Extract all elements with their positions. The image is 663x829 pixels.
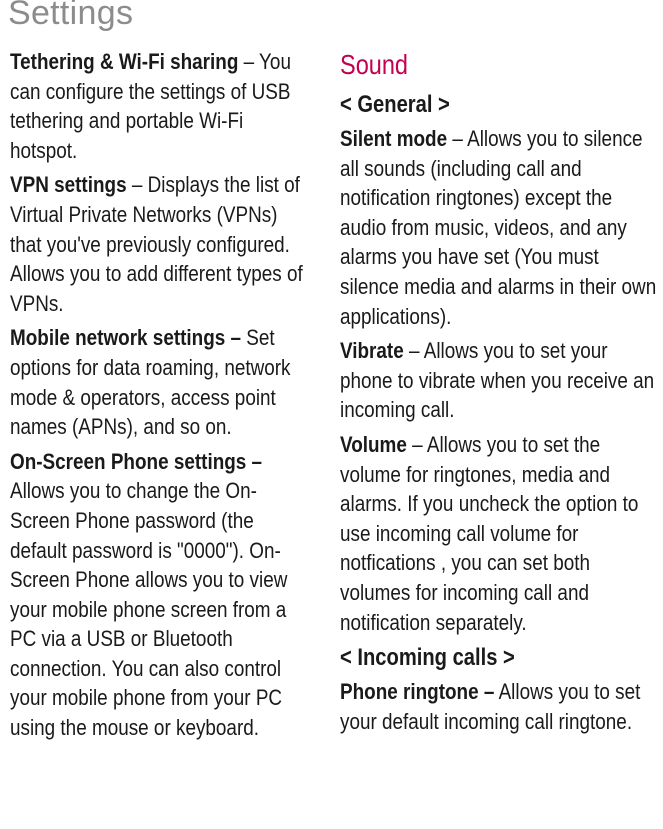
entry-description: Allows you to set your default incoming call ringtone. [340, 679, 641, 734]
entry-separator: – [126, 172, 148, 198]
setting-entry-tethering [10, 47, 306, 165]
entry-title: Silent mode [340, 126, 448, 151]
section-title-sound: Sound [340, 49, 409, 80]
entry-title: On-Screen Phone settings – [10, 448, 263, 474]
entry-title: Phone ringtone – [340, 679, 495, 705]
entry-separator: – [403, 338, 424, 364]
left-column [10, 47, 306, 748]
setting-entry-on-screen-phone [10, 447, 306, 743]
setting-entry-vpn [10, 170, 306, 318]
setting-entry-phone-ringtone [340, 677, 662, 736]
entry-description: Allows you to change the On-Screen Phone password (the default password is "0000"). On-Screen Phone allows you to view your mobile phone screen from a PC via a USB or Bluetooth connection. You can also control your mobile phone from your PC using the mouse or keyboard. [10, 478, 288, 741]
entry-description: Allows you to set the volume for ringtones, media and alarms. If you uncheck the option to use incoming call volume for notfications , you can set both volumes for incoming call and notification separately. [340, 431, 639, 635]
setting-entry-silent-mode [340, 124, 662, 331]
entry-separator: – [238, 49, 260, 74]
entry-description: Set options for data roaming, network mode & operators, access point names (APNs), and so on. [10, 325, 291, 440]
entry-title: Vibrate [340, 338, 404, 364]
entry-description: You can configure the settings of USB tethering and portable Wi-Fi hotspot. [10, 49, 291, 163]
entry-separator: – [406, 431, 427, 457]
entry-title: Mobile network settings – [10, 325, 242, 351]
entry-description: Allows you to silence all sounds (including call and notification ringtones) except the audio from music, videos, and any alarms you have set (You must silence media and alarms in their own applications). [340, 126, 657, 329]
entry-description: Displays the list of Virtual Private Networks (VPNs) that you've previously configured. Allows you to add different types of VPNs. [10, 172, 303, 316]
group-title-general: < General > [340, 91, 450, 118]
page-title: Settings [8, 0, 134, 32]
entry-separator: – [447, 126, 468, 151]
setting-entry-volume [340, 430, 662, 637]
setting-entry-vibrate [340, 336, 662, 425]
right-column [340, 46, 662, 741]
entry-description: Allows you to set your phone to vibrate when you receive an incoming call. [340, 338, 655, 423]
entry-title: Tethering & Wi-Fi sharing [10, 49, 239, 74]
entry-title: Volume [340, 431, 407, 457]
group-title-incoming-calls: < Incoming calls > [340, 644, 515, 672]
setting-entry-mobile-network [10, 323, 306, 441]
entry-title: VPN settings [10, 172, 127, 198]
